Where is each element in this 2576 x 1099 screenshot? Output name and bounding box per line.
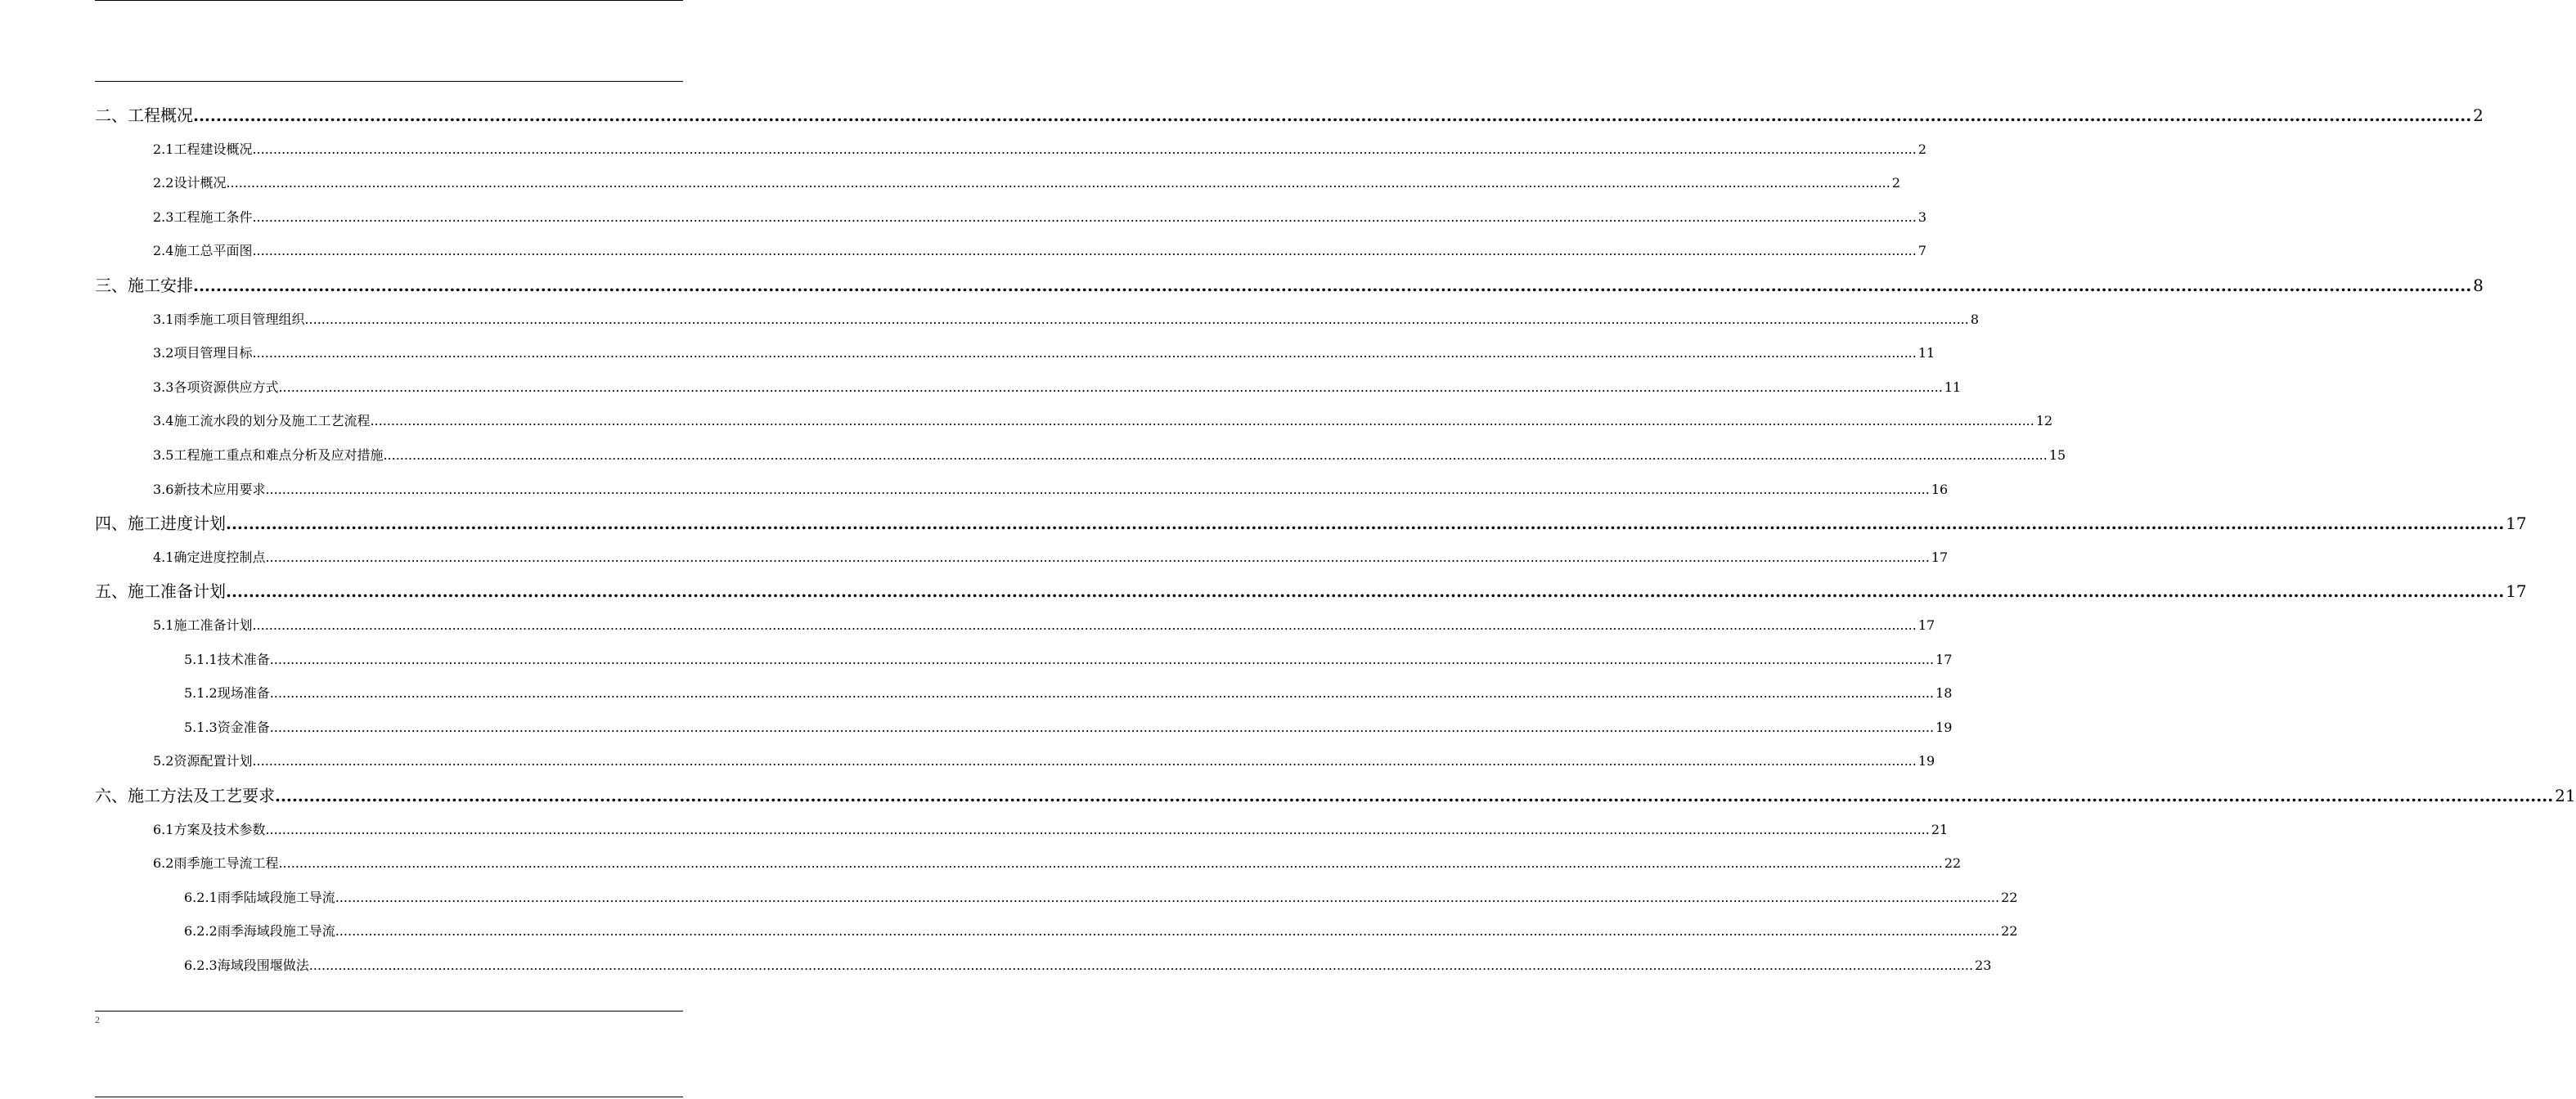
toc-dot-leader: ................................................................................................................................................................................................................................................................................................................................................................................................................ [308, 958, 1974, 973]
toc-dot-leader: ................................................................................................................................................................................................................................................................................................................................................................................................................ [383, 447, 2048, 463]
toc-entry[interactable] [153, 173, 1901, 193]
toc-entry-label: 3.3各项资源供应方式 [153, 379, 279, 395]
toc-entry-label: 6.2.3海域段围堰做法 [184, 958, 309, 973]
toc-entry-label: 6.1方案及技术参数 [153, 822, 266, 837]
toc-entry-label: 2.2设计概况 [153, 175, 227, 191]
toc-entry-page: 11 [1917, 345, 1935, 361]
toc-dot-leader: ................................................................................................................................................................................................................................................................................................................................................................................................................ [226, 175, 1890, 191]
toc-entry-label: 6.2雨季施工导流工程 [153, 855, 279, 871]
toc-entry-page: 2 [1891, 175, 1901, 191]
toc-entry[interactable] [153, 140, 1927, 159]
toc-dot-leader: ................................................................................................................................................................................................................................................................................................................................................................................................................ [252, 753, 1917, 769]
toc-entry-label: 3.5工程施工重点和难点分析及应对措施 [153, 447, 384, 463]
toc-entry-page: 17 [1931, 550, 1949, 565]
toc-entry-page: 22 [1944, 855, 1962, 871]
toc-dot-leader: ................................................................................................................................................................................................................................................................................................................................................................................................................ [278, 379, 1943, 395]
toc-dot-leader: ................................................................................................................................................................................................................................................................................................................................................................................................................ [252, 141, 1917, 157]
toc-entry-label: 6.2.1雨季陆域段施工导流 [184, 890, 335, 905]
toc-entry[interactable] [95, 580, 2527, 603]
toc-entry-page: 22 [2001, 890, 2018, 905]
toc-entry-label: 5.1.3资金准备 [184, 720, 270, 735]
toc-dot-leader: ................................................................................................................................................................................................................................................................................................................................................................................................................ [265, 482, 1930, 497]
toc-entry[interactable] [95, 512, 2527, 535]
toc-entry-page: 21 [1931, 822, 1949, 837]
toc-entry-page: 18 [1935, 685, 1953, 701]
toc-entry-page: 17 [2506, 514, 2527, 533]
toc-entry-page: 22 [2001, 923, 2018, 939]
toc-dot-leader: ................................................................................................................................................................................................................................................................................................................................................................................................................ [275, 786, 2554, 805]
toc-dot-leader: ................................................................................................................................................................................................................................................................................................................................................................................................................ [265, 550, 1930, 565]
toc-entry-page: 3 [1917, 209, 1927, 225]
toc-entry[interactable] [153, 343, 1935, 363]
toc-entry-label: 5.1.2现场准备 [184, 685, 270, 701]
toc-entry[interactable] [153, 751, 1935, 771]
toc-entry-label: 五、施工准备计划 [95, 581, 226, 601]
toc-entry[interactable] [95, 784, 2576, 807]
footer-rule [95, 1011, 683, 1012]
toc-entry[interactable] [184, 650, 1953, 670]
toc-entry[interactable] [153, 820, 1949, 840]
toc-dot-leader: ................................................................................................................................................................................................................................................................................................................................................................................................................ [252, 617, 1917, 633]
toc-dot-leader: ................................................................................................................................................................................................................................................................................................................................................................................................................ [370, 413, 2034, 428]
toc-entry[interactable] [153, 480, 1949, 500]
toc-entry[interactable] [153, 616, 1935, 635]
toc-entry-page: 17 [1917, 617, 1935, 633]
toc-entry-label: 2.1工程建设概况 [153, 141, 253, 157]
footer-page-number: 2 [95, 1014, 100, 1025]
toc-dot-leader: ................................................................................................................................................................................................................................................................................................................................................................................................................ [278, 855, 1943, 871]
toc-dot-leader: ................................................................................................................................................................................................................................................................................................................................................................................................................ [252, 243, 1917, 258]
toc-entry-page: 17 [2506, 581, 2527, 601]
toc-entry[interactable] [95, 104, 2484, 127]
toc-entry[interactable] [153, 241, 1927, 261]
toc-dot-leader: ................................................................................................................................................................................................................................................................................................................................................................................................................ [193, 276, 2472, 295]
toc-dot-leader: ................................................................................................................................................................................................................................................................................................................................................................................................................ [269, 685, 1935, 701]
toc-entry[interactable] [184, 718, 1953, 738]
toc-dot-leader: ................................................................................................................................................................................................................................................................................................................................................................................................................ [252, 345, 1917, 361]
toc-entry[interactable] [153, 411, 2053, 431]
toc-entry[interactable] [184, 684, 1953, 703]
toc-entry-label: 3.4施工流水段的划分及施工工艺流程 [153, 413, 371, 428]
toc-entry[interactable] [184, 956, 1992, 976]
toc-entry[interactable] [153, 208, 1927, 227]
toc-entry-label: 5.1施工准备计划 [153, 617, 253, 633]
toc-entry[interactable] [153, 310, 1980, 330]
toc-entry-label: 4.1确定进度控制点 [153, 550, 266, 565]
toc-entry-page: 2 [1917, 141, 1927, 157]
toc-entry-label: 2.4施工总平面图 [153, 243, 253, 258]
toc-entry-label: 二、工程概况 [95, 105, 193, 125]
toc-entry-label: 3.2项目管理目标 [153, 345, 253, 361]
toc-dot-leader: ................................................................................................................................................................................................................................................................................................................................................................................................................ [252, 209, 1917, 225]
toc-entry-label: 四、施工进度计划 [95, 514, 226, 533]
toc-dot-leader: ................................................................................................................................................................................................................................................................................................................................................................................................................ [335, 890, 2000, 905]
toc-dot-leader: ................................................................................................................................................................................................................................................................................................................................................................................................................ [269, 652, 1935, 667]
toc-entry-page: 19 [1917, 753, 1935, 769]
toc-dot-leader: ................................................................................................................................................................................................................................................................................................................................................................................................................ [226, 581, 2505, 601]
toc-entry-page: 15 [2048, 447, 2066, 463]
toc-entry-label: 5.1.1技术准备 [184, 652, 270, 667]
toc-entry-page: 8 [2473, 276, 2484, 295]
toc-entry[interactable] [153, 548, 1949, 567]
toc-entry-page: 7 [1917, 243, 1927, 258]
toc-entry-page: 21 [2555, 786, 2576, 805]
toc-dot-leader: ................................................................................................................................................................................................................................................................................................................................................................................................................ [269, 720, 1935, 735]
toc-entry-label: 3.1雨季施工项目管理组织 [153, 312, 305, 327]
toc-dot-leader: ................................................................................................................................................................................................................................................................................................................................................................................................................ [226, 514, 2505, 533]
toc-entry-label: 3.6新技术应用要求 [153, 482, 266, 497]
toc-dot-leader: ................................................................................................................................................................................................................................................................................................................................................................................................................ [304, 312, 1969, 327]
toc-entry-label: 2.3工程施工条件 [153, 209, 253, 225]
toc-entry-page: 23 [1975, 958, 1992, 973]
toc-entry-page: 8 [1970, 312, 1980, 327]
toc-entry[interactable] [153, 446, 2066, 465]
toc-entry-label: 三、施工安排 [95, 276, 193, 295]
toc-entry-page: 16 [1931, 482, 1949, 497]
toc-entry-label: 6.2.2雨季海域段施工导流 [184, 923, 335, 939]
toc-entry-label: 5.2资源配置计划 [153, 753, 253, 769]
toc-entry-page: 17 [1935, 652, 1953, 667]
toc-entry[interactable] [95, 274, 2484, 297]
toc-entry-page: 19 [1935, 720, 1953, 735]
toc-entry-page: 12 [2035, 413, 2053, 428]
toc-entry[interactable] [184, 888, 2018, 908]
toc-entry[interactable] [153, 378, 1962, 397]
toc-entry-page: 11 [1944, 379, 1962, 395]
toc-entry[interactable] [184, 922, 2018, 941]
toc-entry-page: 2 [2473, 105, 2484, 125]
toc-entry-label: 六、施工方法及工艺要求 [95, 786, 275, 805]
toc-dot-leader: ................................................................................................................................................................................................................................................................................................................................................................................................................ [193, 105, 2472, 125]
toc-entry[interactable] [153, 854, 1962, 873]
toc-dot-leader: ................................................................................................................................................................................................................................................................................................................................................................................................................ [265, 822, 1930, 837]
toc-dot-leader: ................................................................................................................................................................................................................................................................................................................................................................................................................ [335, 923, 2000, 939]
